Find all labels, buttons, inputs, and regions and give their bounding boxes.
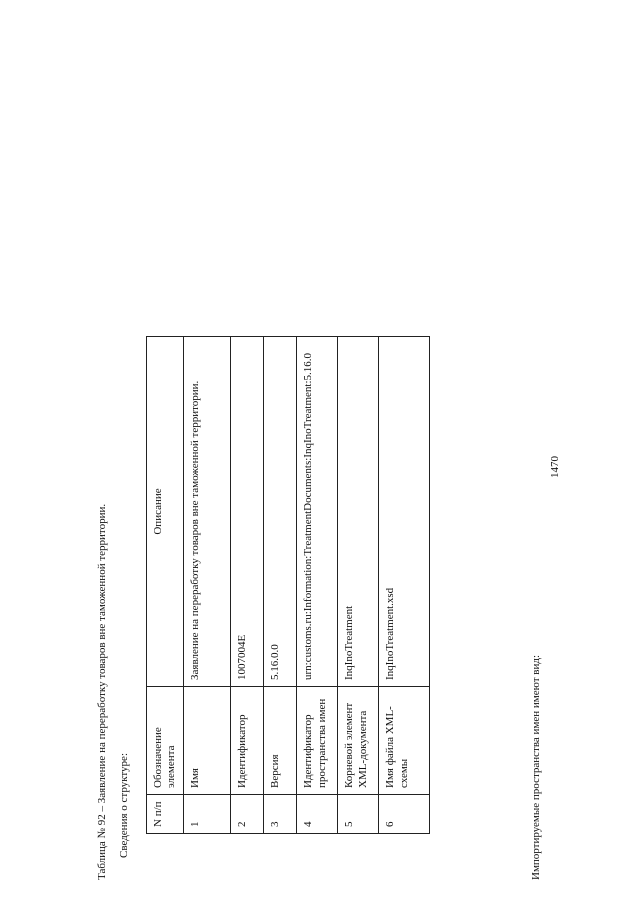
row-description: 5.16.0.0 <box>264 337 297 687</box>
row-description: InqInoTreatment <box>338 337 379 687</box>
row-element-name: Идентификатор <box>231 687 264 795</box>
imports-label: Импортируемые пространства имен имеют вид: <box>530 654 542 880</box>
row-description: InqInoTreatment.xsd <box>379 337 430 687</box>
row-num: 1 <box>184 795 231 834</box>
structure-label: Сведения о структуре: <box>118 753 130 858</box>
row-num: 3 <box>264 795 297 834</box>
structure-table <box>146 336 430 834</box>
table-row <box>379 337 430 834</box>
row-element-name: Идентификатор пространства имен <box>297 687 338 795</box>
header-name: Обозначение элемента <box>147 687 184 795</box>
row-num: 4 <box>297 795 338 834</box>
row-element-name: Версия <box>264 687 297 795</box>
table-row <box>184 337 231 834</box>
table-row <box>231 337 264 834</box>
row-element-name: Имя файла XML-схемы <box>379 687 430 795</box>
row-num: 6 <box>379 795 430 834</box>
row-description: Заявление на переработку товаров вне таможенной территории. <box>184 337 231 687</box>
table-row <box>297 337 338 834</box>
row-num: 2 <box>231 795 264 834</box>
row-num: 5 <box>338 795 379 834</box>
table-title: Таблица № 92 – Заявление на переработку товаров вне таможенной территории. <box>96 503 108 880</box>
row-element-name: Имя <box>184 687 231 795</box>
table-header-row <box>147 337 184 834</box>
row-description: 1007004E <box>231 337 264 687</box>
page-number: 1470 <box>549 456 561 478</box>
table-row <box>338 337 379 834</box>
row-description: urn:customs.ru:Information:TreatmentDocuments:InqInoTreatment:5.16.0 <box>297 337 338 687</box>
header-desc: Описание <box>147 337 184 687</box>
row-element-name: Корневой элемент XML-документа <box>338 687 379 795</box>
header-num: N п/п <box>147 795 184 834</box>
table-row <box>264 337 297 834</box>
rotated-page-content <box>60 40 580 880</box>
